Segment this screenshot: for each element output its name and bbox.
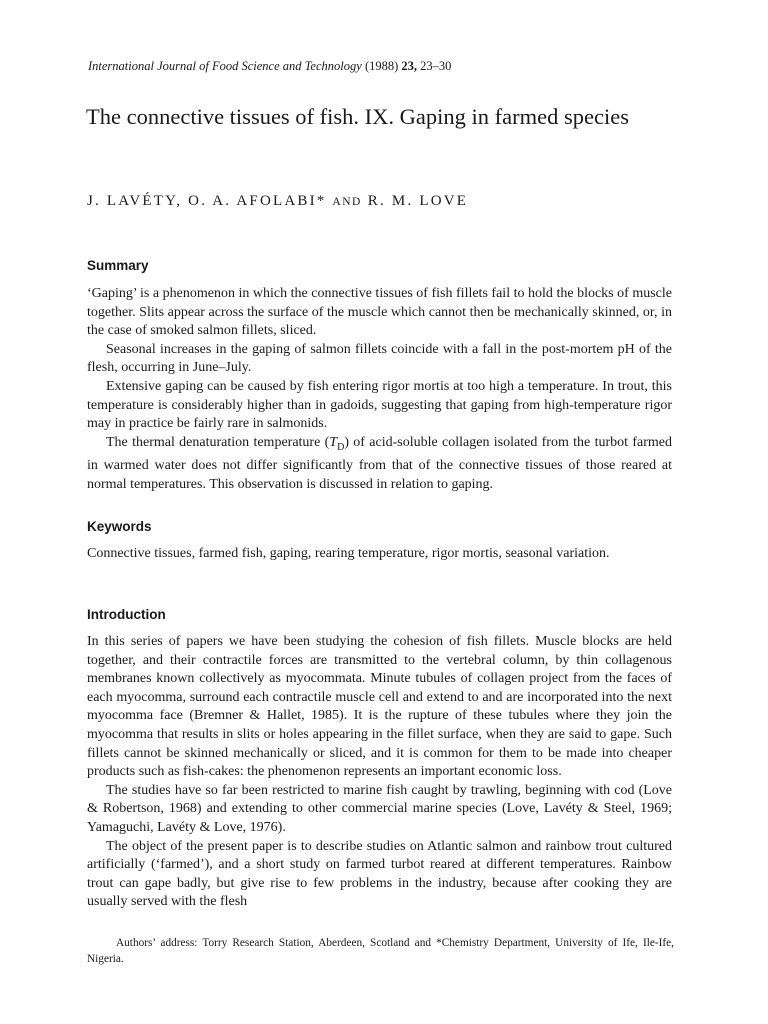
intro-paragraph: The object of the present paper is to describe studies on Atlantic salmon and rainbow trout cultured artificially (‘farmed’), and a short study on farmed turbot reared at different temperatures. Rainbow trout can gape badly, but give rise to few problems in the industry, because after cooking they are usually served with the flesh <box>87 838 672 910</box>
journal-pages: 23–30 <box>420 59 452 73</box>
author-names-1: J. LAVÉTY, O. A. AFOLABI* <box>87 193 327 209</box>
summary-p4-start: The thermal denaturation temperature ( <box>106 434 330 450</box>
author-list <box>87 193 468 210</box>
journal-year: (1988) <box>364 59 399 73</box>
keywords-section <box>87 545 672 564</box>
journal-citation <box>88 59 451 74</box>
footnote-text: Authors’ address: Torry Research Station, Aberdeen, Scotland and *Chemistry Department, University of Ife, Ile-Ife, Nigeria. <box>87 937 674 965</box>
keywords-text: Connective tissues, farmed fish, gaping, rearing temperature, rigor mortis, seasonal variation. <box>87 546 610 561</box>
summary-paragraph <box>87 434 672 495</box>
summary-heading: Summary <box>87 258 149 273</box>
introduction-section <box>87 633 672 912</box>
intro-paragraph: In this series of papers we have been studying the cohesion of fish fillets. Muscle blocks are held together, and their contractile forces are transmitted to the vertebral column, by thin collagenous membranes known collectively as myocommata. Minute tubules of collagen project from the faces of each myocomma, surround each contractile muscle cell and extend to and are incorporated into the next myocomma face (Bremner & Hallet, 1985). It is the rupture of these tubules where they join the myocomma that results in slits or holes appearing in the fillet surface, when they are said to gape. Such fillets cannot be skinned mechanically or sliced, and it is common for them to be made into cheaper products such as fish-cakes: the phenomenon represents an important economic loss. <box>87 634 672 780</box>
summary-paragraph: Extensive gaping can be caused by fish entering rigor mortis at too high a temperature. In trout, this temperature is considerably higher than in gadoids, suggesting that gaping from high-temperature rigor may in practice be fairly rare in salmonids. <box>87 378 672 432</box>
summary-section <box>87 285 672 494</box>
td-subscript: D <box>337 441 345 453</box>
summary-p4-end: ) of acid-soluble collagen isolated from the turbot farmed in warmed water does not differ significantly from that of the connective tissues of those reared at normal temperatures. This observation is discussed in relation to gaping. <box>87 434 672 492</box>
author-conjunction: AND <box>332 196 362 208</box>
author-names-2: R. M. LOVE <box>367 193 469 209</box>
summary-paragraph: ‘Gaping’ is a phenomenon in which the connective tissues of fish fillets fail to hold the blocks of muscle together. Slits appear across the surface of the muscle which cannot then be mechanically skinned, or, in the case of smoked salmon fillets, sliced. <box>87 286 672 339</box>
intro-paragraph: The studies have so far been restricted to marine fish caught by trawling, beginning with cod (Love & Robertson, 1968) and extending to other commercial marine species (Love, Lavéty & Steel, 1969; Yamaguchi, Lavéty & Love, 1976). <box>87 782 672 835</box>
introduction-heading: Introduction <box>87 607 166 622</box>
author-address-footnote <box>87 935 674 967</box>
journal-volume: 23, <box>401 59 418 73</box>
journal-name: International Journal of Food Science and Technology <box>88 59 362 73</box>
keywords-heading: Keywords <box>87 519 152 534</box>
summary-paragraph: Seasonal increases in the gaping of salmon fillets coincide with a fall in the post-mortem pH of the flesh, occurring in June–July. <box>87 341 672 376</box>
paper-title: The connective tissues of fish. IX. Gaping in farmed species <box>86 104 629 129</box>
td-symbol: T <box>329 434 338 450</box>
